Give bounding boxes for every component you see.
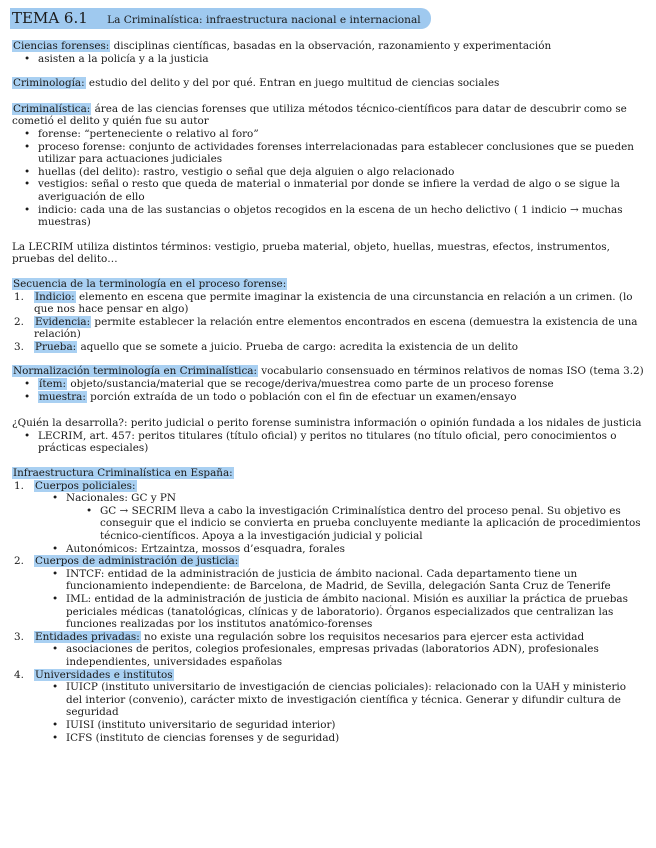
list-item: 2. Cuerpos de administración de justicia: • INTCF: entidad de la administración de justicia de ámbito nacional. Cada departamento tiene un funcionamiento independiente: de Barcelona, de Madrid, de Sevilla, delegación Santa Cruz de Tenerife • IML: entidad de la administración de justicia de ámbito nacional. Misión es auxiliar la práctica de pruebas periciales médicas (tanatológicas, clínicas y de laboratorio). Órganos especializados que centralizan las funciones realizadas por los institutos anatómico-forenses <box>12 555 644 631</box>
list-item: • ICFS (instituto de ciencias forenses y de seguridad) <box>56 732 644 745</box>
list-item: • asociaciones de peritos, colegios profesionales, empresas privadas (laboratorios ADN), profesionales independientes, universidades españolas <box>56 643 644 668</box>
list-item: • huellas (del delito): rastro, vestigio o señal que deja alguien o algo relacionado <box>28 166 644 179</box>
infra-item-title: Cuerpos de administración de justicia: <box>35 555 239 568</box>
list-item: • indicio: cada una de las sustancias o objetos recogidos en la escena de un hecho delictivo ( 1 indicio → muchas muestras) <box>28 204 644 229</box>
list-item: • forense: “perteneciente o relativo al foro” <box>28 128 644 141</box>
term-item: ítem: <box>39 378 67 391</box>
list-item: • GC → SECRIM lleva a cabo la investigación Criminalística dentro del proceso penal. Su objetivo es conseguir que el indicio se convierta en prueba concluyente mediante la aplicación de procedimientos técnico-científicos. Apoya a la investigación judicial y policial <box>90 505 644 543</box>
list-item: 2. Evidencia: permite establecer la relación entre elementos encontrados en escena (demuestra la existencia de una relación) <box>14 315 638 341</box>
criminalistica-definition: Criminalística: área de las ciencias forenses que utiliza métodos técnico-científicos para datar de descubrir como se cometió el delito y quién fue su autor <box>12 102 627 128</box>
infra-item-title: Cuerpos policiales: <box>35 479 136 492</box>
quien-text: ¿Quién la desarrolla?: perito judicial o perito forense suministra información o opinión fundada a los nidales de justicia <box>12 417 642 430</box>
term-criminalistica: Criminalística: <box>13 102 91 115</box>
term-indicio: Indicio: <box>35 290 75 303</box>
topic-number: TEMA 6.1 <box>12 9 88 27</box>
list-item: 1. Cuerpos policiales: • Nacionales: GC y PN • GC → SECRIM lleva a cabo la investigación Criminalística dentro del proceso penal. Su objetivo es conseguir que el indicio se convierta en prueba concluyente mediante la aplicación de procedimientos técnico-científicos. Apoya a la investigación judicial y policial • Autonómicos: Ertzaintza, mossos d’esquadra, forales <box>12 480 644 556</box>
section-criminologia <box>12 77 644 90</box>
secuencia-heading: Secuencia de la terminología en el proceso forense: <box>13 277 287 290</box>
list-item: • INTCF: entidad de la administración de justicia de ámbito nacional. Cada departamento tiene un funcionamiento independiente: de Barcelona, de Madrid, de Sevilla, delegación Santa Cruz de Tenerife <box>56 568 644 593</box>
list-item: • proceso forense: conjunto de actividades forenses interrelacionadas para establecer conclusiones que se pueden utilizar para actuaciones judiciales <box>28 141 644 166</box>
criminologia-definition: Criminología: estudio del delito y del por qué. Entran en juego multitud de ciencias sociales <box>13 77 500 90</box>
infra-item-title: Entidades privadas: <box>35 630 140 643</box>
policiales-bullets <box>34 492 644 555</box>
normalizacion-bullets <box>12 378 644 403</box>
list-item: • muestra: porción extraída de un todo o población con el fin de efectuar un examen/ensayo <box>28 391 644 404</box>
lecrim-text: La LECRIM utiliza distintos términos: vestigio, prueba material, objeto, huellas, muestras, efectos, instrumentos, pruebas del delito… <box>12 240 610 266</box>
justicia-bullets <box>34 568 644 631</box>
quien-bullets <box>12 430 644 455</box>
list-item: • ítem: objeto/sustancia/material que se recoge/deriva/muestrea como parte de un proceso forense <box>28 378 644 391</box>
infra-heading: Infraestructura Criminalística en España: <box>13 467 233 480</box>
privadas-bullets <box>34 643 644 668</box>
infra-list <box>12 480 644 744</box>
list-item: • IUICP (instituto universitario de investigación de ciencias policiales): relacionado con la UAH y ministerio del interior (convenio), carácter mixto de investigación científica y técnica. Generar y difundir cultura de seguridad <box>56 681 644 719</box>
list-item: • asisten a la policía y a la justicia <box>28 53 644 66</box>
list-item: • Autonómicos: Ertzaintza, mossos d’esquadra, forales <box>56 543 644 556</box>
term-prueba: Prueba: <box>35 340 77 353</box>
ciencias-bullets <box>12 53 644 66</box>
term-muestra: muestra: <box>39 390 86 403</box>
list-item: • IUISI (instituto universitario de seguridad interior) <box>56 719 644 732</box>
section-criminalistica <box>12 103 644 229</box>
section-infraestructura <box>12 467 644 744</box>
list-item: • Nacionales: GC y PN • GC → SECRIM lleva a cabo la investigación Criminalística dentro del proceso penal. Su objetivo es conseguir que el indicio se convierta en prueba concluyente mediante la aplicación de procedimientos técnico-científicos. Apoya a la investigación judicial y policial <box>56 492 644 542</box>
infra-item-title: Universidades e institutos <box>35 668 173 681</box>
section-ciencias-forenses <box>12 40 644 65</box>
list-item: 3. Entidades privadas: no existe una regulación sobre los requisitos necesarios para ejercer esta actividad • asociaciones de peritos, colegios profesionales, empresas privadas (laboratorios ADN), profesionales independientes, universidades españolas <box>12 631 644 669</box>
gc-bullets <box>66 505 644 543</box>
list-item: • LECRIM, art. 457: peritos titulares (título oficial) y peritos no titulares (no título oficial, pero conocimientos o prácticas especiales) <box>28 430 644 455</box>
list-item: 1. Indicio: elemento en escena que permite imaginar la existencia de una circunstancia en relación a un crimen. (lo que nos hace pensar en algo) <box>14 290 633 316</box>
title-banner <box>10 8 431 29</box>
section-quien <box>12 417 644 455</box>
list-item: 4. Universidades e institutos • IUICP (instituto universitario de investigación de ciencias policiales): relacionado con la UAH y ministerio del interior (convenio), carácter mixto de investigación científica y técnica. Generar y difundir cultura de seguridad • IUISI (instituto universitario de seguridad interior) • ICFS (instituto de ciencias forenses y de seguridad) <box>12 669 644 745</box>
secuencia-list <box>12 291 644 354</box>
section-normalizacion <box>12 365 644 403</box>
universidades-bullets <box>34 681 644 744</box>
term-criminologia: Criminología: <box>13 77 85 90</box>
criminalistica-bullets <box>12 128 644 229</box>
section-lecrim <box>12 241 644 266</box>
topic-title: La Criminalística: infraestructura nacional e internacional <box>107 14 421 26</box>
list-item: 3. Prueba: aquello que se somete a juicio. Prueba de cargo: acredita la existencia de un delito <box>14 340 519 353</box>
term-normalizacion: Normalización terminología en Criminalística: <box>13 365 257 378</box>
section-secuencia <box>12 278 644 354</box>
list-item: • IML: entidad de la administración de justicia de ámbito nacional. Misión es auxiliar la práctica de pruebas periciales médicas (tanatológicas, clínicas y de laboratorio). Órganos especializados que centralizan las funciones realizadas por los institutos anatómico-forenses <box>56 593 644 631</box>
term-ciencias-forenses: Ciencias forenses: <box>13 40 110 52</box>
normalizacion-definition: Normalización terminología en Criminalística: vocabulario consensuado en términos relativos de nomas ISO (tema 3.2) <box>13 365 644 378</box>
list-item: • vestigios: señal o resto que queda de material o inmaterial por donde se infiere la verdad de algo o se sigue la averiguación de ello <box>28 178 644 203</box>
ciencias-definition: Ciencias forenses: disciplinas científicas, basadas en la observación, razonamiento y experimentación <box>13 40 552 52</box>
term-evidencia: Evidencia: <box>35 315 91 328</box>
